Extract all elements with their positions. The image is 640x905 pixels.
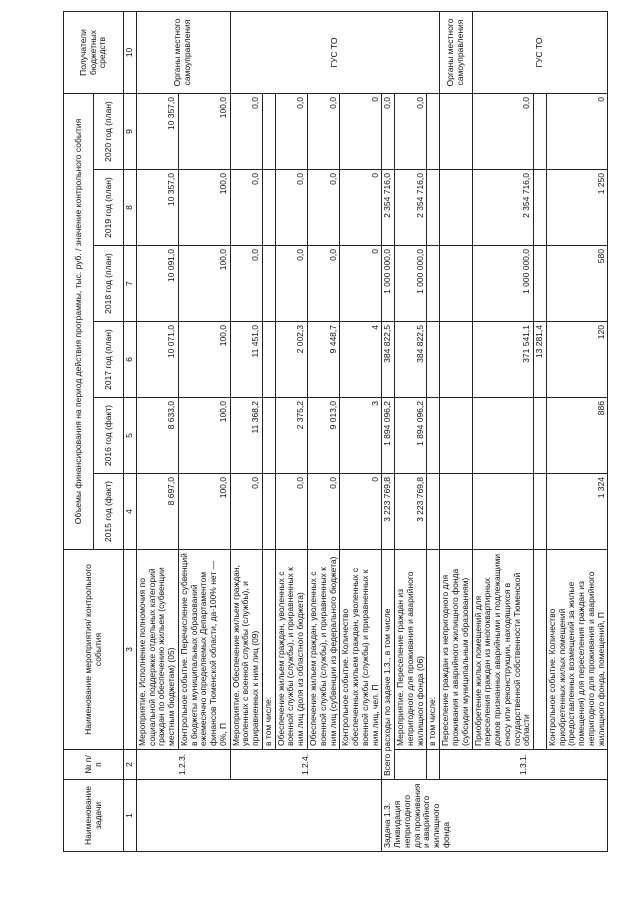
table-row xyxy=(136,12,178,852)
value-cell: 1 000 000,0 xyxy=(472,246,534,322)
funding-header: Объемы финансирования на период действия программы, тыс. руб. / значение контрольного события xyxy=(64,94,94,550)
value-cell: 0,0 xyxy=(230,170,262,246)
value-cell: 0,0 xyxy=(230,246,262,322)
value-cell xyxy=(262,246,275,322)
table-row xyxy=(275,12,307,852)
value-cell: 11 451,0 xyxy=(230,322,262,398)
value-cell: 1 324 xyxy=(546,474,608,550)
table-row xyxy=(230,12,262,852)
value-cell: 0,0 xyxy=(308,94,340,170)
value-cell xyxy=(440,474,472,550)
table-row xyxy=(340,12,382,852)
year-header: 2016 год (факт) xyxy=(94,398,124,474)
value-cell xyxy=(440,170,472,246)
value-cell: 100,0 xyxy=(178,474,230,550)
table-row xyxy=(262,12,275,852)
event-description: Контрольное событие. Количество приобретенных жилых помещений (предоставленных возмещений за жилые помещения) для переселения граждан из непригодного для проживания и аварийного жилищного фонда, помещений, П xyxy=(546,550,608,750)
value-cell xyxy=(534,94,547,170)
program-table xyxy=(63,11,608,852)
column-number: 9 xyxy=(124,94,137,170)
value-cell: 384 822,5 xyxy=(382,322,395,398)
value-cell: 0,0 xyxy=(275,94,307,170)
value-cell: 2 354 716,0 xyxy=(382,170,395,246)
value-cell xyxy=(427,474,440,550)
value-cell: 2 354 716,0 xyxy=(395,170,427,246)
recipient-cell: ГУС ТО xyxy=(230,12,440,94)
event-description: Контрольное событие. Перечисление субвенций в бюджеты муниципальных образований ежемесячно определяемых Департаментом финансов Тюменской области, да-100% нет — 0%, П xyxy=(178,550,230,750)
item-number: 1.2.3. xyxy=(136,750,230,780)
num-header: № п/п xyxy=(64,750,124,780)
column-number: 2 xyxy=(124,750,137,780)
column-number: 3 xyxy=(124,550,137,750)
value-cell xyxy=(472,474,534,550)
value-cell xyxy=(440,322,472,398)
event-header: Наименование мероприятия/ контрольного события xyxy=(64,550,124,750)
value-cell: 10 091,0 xyxy=(136,246,178,322)
value-cell: 120 xyxy=(546,322,608,398)
value-cell: 886 xyxy=(546,398,608,474)
value-cell: 0,0 xyxy=(382,94,395,170)
item-number: 1.2.4. xyxy=(230,750,382,780)
column-number: 6 xyxy=(124,322,137,398)
event-description: Мероприятие. Исполнение полномочия по социальной поддержке отдельных категорий граждан по обеспечению жильем (субвенции местным бюджетам) (05) xyxy=(136,550,178,750)
column-number: 8 xyxy=(124,170,137,246)
column-number: 1 xyxy=(124,780,137,852)
year-header: 2017 год (план) xyxy=(94,322,124,398)
value-cell: 1 894 096,2 xyxy=(395,398,427,474)
recipient-cell: ГУС ТО xyxy=(472,12,608,94)
value-cell: 371 541,1 xyxy=(472,322,534,398)
value-cell xyxy=(427,94,440,170)
value-cell xyxy=(440,246,472,322)
table-row xyxy=(546,12,608,852)
year-header: 2018 год (план) xyxy=(94,246,124,322)
value-cell: 0 xyxy=(546,94,608,170)
value-cell: 0,0 xyxy=(308,474,340,550)
value-cell: 2 002,3 xyxy=(275,322,307,398)
value-cell: 2 375,2 xyxy=(275,398,307,474)
value-cell: 0,0 xyxy=(308,170,340,246)
value-cell: 0 xyxy=(340,170,382,246)
value-cell: 3 223 769,8 xyxy=(395,474,427,550)
value-cell: 9 448,7 xyxy=(308,322,340,398)
value-cell: 100,0 xyxy=(178,398,230,474)
column-number: 4 xyxy=(124,474,137,550)
table-row xyxy=(395,12,427,852)
value-cell: 13 281,4 xyxy=(534,322,547,398)
value-cell: 9 013,0 xyxy=(308,398,340,474)
event-description: Обеспечение жильем граждан, уволенных с военной службы (службы), и приравненных к ним лиц (субвенции из федерального бюджета) xyxy=(308,550,340,750)
value-cell xyxy=(534,246,547,322)
value-cell xyxy=(440,398,472,474)
value-cell xyxy=(262,398,275,474)
value-cell: 0 xyxy=(340,246,382,322)
table-row xyxy=(308,12,340,852)
value-cell: 10 071,0 xyxy=(136,322,178,398)
table-row xyxy=(534,12,547,852)
year-header: 2019 год (план) xyxy=(94,170,124,246)
year-header: 2020 год (план) xyxy=(94,94,124,170)
event-description: Контрольное событие. Количество обеспеченных жильем граждан, уволенных с военной службы (службы) и приравненных к ним лиц, чел. П xyxy=(340,550,382,750)
value-cell xyxy=(534,474,547,550)
value-cell xyxy=(427,170,440,246)
task-cell: Задача 1.3. Ликвидация непригодного для проживания и аварийного жилищного фонда xyxy=(382,780,608,852)
value-cell: 0,0 xyxy=(230,94,262,170)
table-row xyxy=(440,12,472,852)
event-description: в том числе: xyxy=(262,550,275,750)
value-cell xyxy=(534,170,547,246)
value-cell: 0,0 xyxy=(395,94,427,170)
value-cell: 4 xyxy=(340,322,382,398)
event-description xyxy=(534,550,547,750)
event-description: в том числе: xyxy=(427,550,440,750)
table-row xyxy=(382,12,395,852)
value-cell: 100,0 xyxy=(178,246,230,322)
item-number: 1.3.1. xyxy=(440,750,608,780)
value-cell xyxy=(440,94,472,170)
value-cell xyxy=(534,398,547,474)
event-description: Переселение граждан из непригодного для проживания и аварийного жилищного фонда (субсидии муниципальным образованиям) xyxy=(440,550,472,750)
table-row xyxy=(427,12,440,852)
value-cell xyxy=(262,474,275,550)
value-cell: 100,0 xyxy=(178,170,230,246)
value-cell: 2 354 716,0 xyxy=(472,170,534,246)
rotated-page xyxy=(63,12,623,852)
recipient-cell: Органы местного самоуправления xyxy=(136,12,230,94)
value-cell xyxy=(472,398,534,474)
value-cell: 10 357,0 xyxy=(136,170,178,246)
value-cell xyxy=(262,94,275,170)
event-description: Мероприятие. Переселение граждан из непригодного для проживания и аварийного жилищного фонда (06) xyxy=(395,550,427,750)
value-cell: 0,0 xyxy=(308,246,340,322)
recipient-header: Получатели бюджетных средств xyxy=(64,12,124,94)
value-cell xyxy=(427,398,440,474)
value-cell: 100,0 xyxy=(178,94,230,170)
event-description: Мероприятие. Обеспечение жильем граждан, уволенных с военной службы (службы), и приравненных к ним лиц (09) xyxy=(230,550,262,750)
value-cell: 1 000 000,0 xyxy=(395,246,427,322)
task-header: Наименование задачи xyxy=(64,780,124,852)
value-cell: 11 368,2 xyxy=(230,398,262,474)
total-label: Всего расходы по задаче 1.3., в том числе xyxy=(382,550,395,780)
value-cell: 0 xyxy=(340,94,382,170)
value-cell xyxy=(262,322,275,398)
value-cell xyxy=(427,322,440,398)
table-row xyxy=(178,12,230,852)
event-description: Приобретение жилых помещений для переселения граждан из многоквартирных домов признанных аварийными и подлежащими сносу или реконструкции, находящихся в государственной собственности Тюменской области xyxy=(472,550,534,750)
value-cell: 10 357,0 xyxy=(136,94,178,170)
column-number: 7 xyxy=(124,246,137,322)
value-cell: 1 000 000,0 xyxy=(382,246,395,322)
value-cell: 0,0 xyxy=(472,94,534,170)
year-header: 2015 год (факт) xyxy=(94,474,124,550)
column-number: 10 xyxy=(124,12,137,94)
recipient-cell: Органы местного самоуправления xyxy=(440,12,472,94)
value-cell: 1 250 xyxy=(546,170,608,246)
value-cell: 0,0 xyxy=(275,474,307,550)
value-cell: 1 894 096,2 xyxy=(382,398,395,474)
value-cell: 8 697,0 xyxy=(136,474,178,550)
event-description: Обеспечение жильем граждан, уволенных с военной службы (службы), и приравненных к ним лиц (доля из областного бюджета) xyxy=(275,550,307,750)
value-cell: 3 xyxy=(340,398,382,474)
value-cell: 100,0 xyxy=(178,322,230,398)
value-cell: 384 822,5 xyxy=(395,322,427,398)
table-row xyxy=(472,12,534,852)
value-cell: 580 xyxy=(546,246,608,322)
value-cell: 8 633,0 xyxy=(136,398,178,474)
value-cell: 0 xyxy=(340,474,382,550)
value-cell xyxy=(427,246,440,322)
value-cell: 0,0 xyxy=(275,246,307,322)
value-cell: 3 223 769,8 xyxy=(382,474,395,550)
column-number: 5 xyxy=(124,398,137,474)
value-cell: 0,0 xyxy=(275,170,307,246)
value-cell: 0,0 xyxy=(230,474,262,550)
value-cell xyxy=(262,170,275,246)
